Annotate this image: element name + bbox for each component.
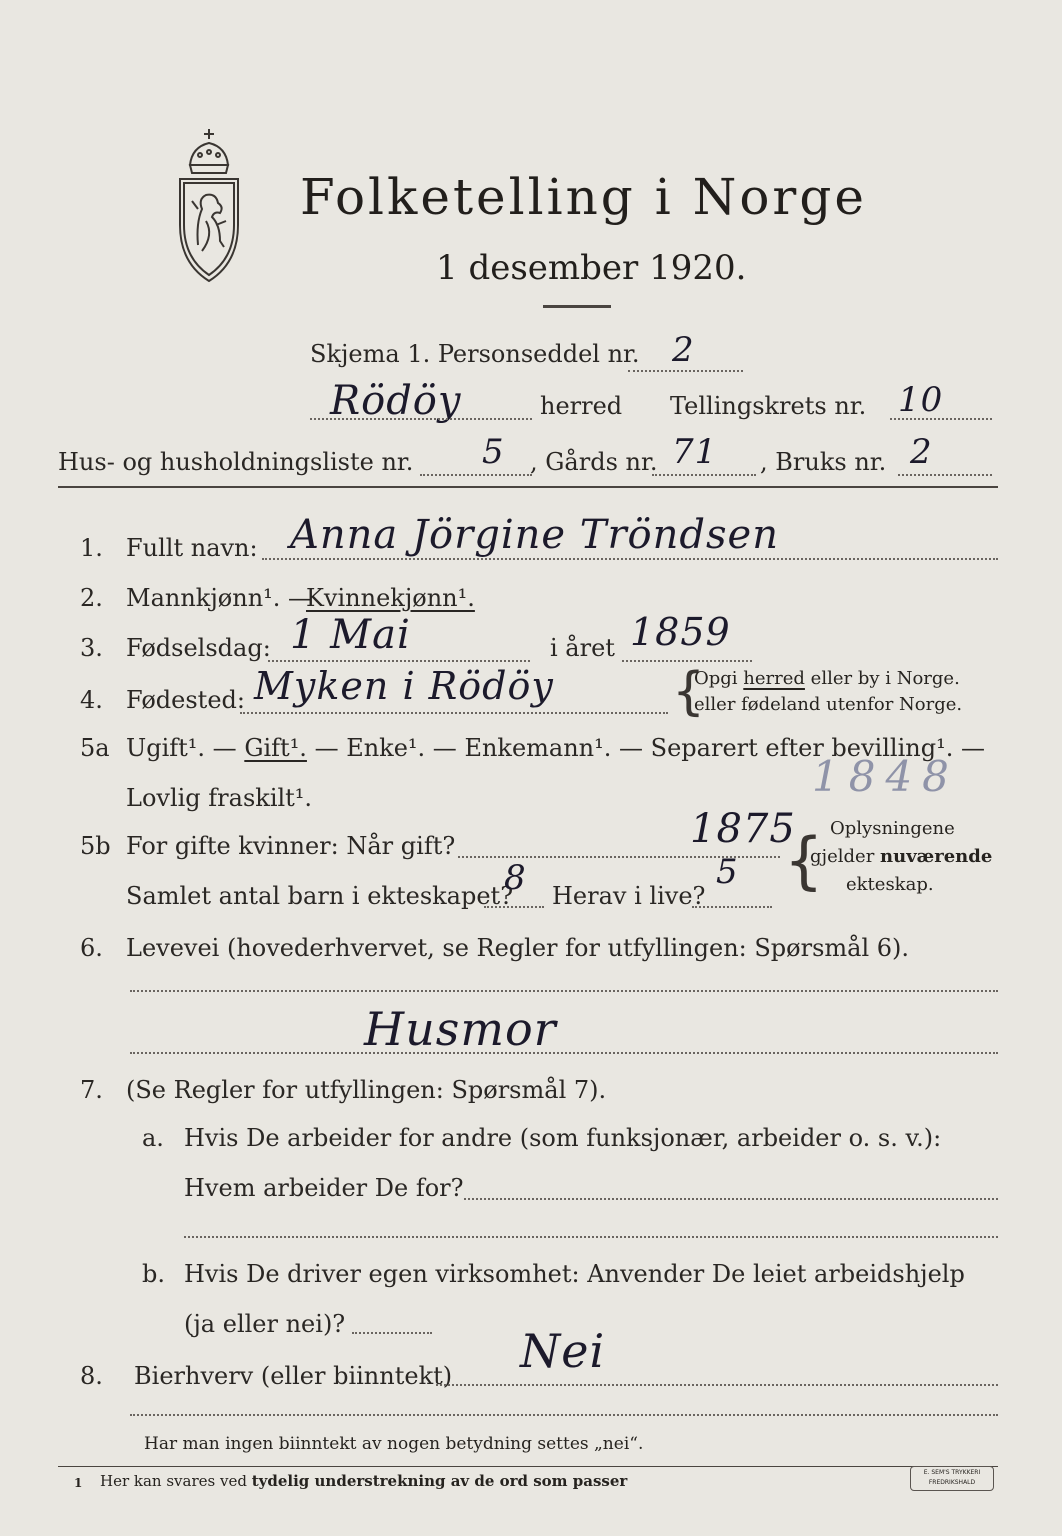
herred-field[interactable]: Rödöy [330,378,462,424]
tellingskrets-label: Tellingskrets nr. [670,392,867,420]
norway-coat-of-arms-icon [172,125,246,285]
footnote-text: Her kan svares ved tydelig understrekning av de ord som passer [100,1472,628,1490]
q1-number: 1. [80,534,103,562]
section-divider [58,486,998,488]
q4-number: 4. [80,686,103,714]
female-option[interactable]: Kvinnekjønn¹. [306,584,475,612]
q7a-letter: a. [142,1124,164,1152]
q6-line2 [130,1052,998,1054]
footnote-number: 1 [74,1476,83,1490]
q5b-note-line2: gjelder nuværende [810,846,993,867]
hired-help-field[interactable] [352,1332,432,1334]
q5b-number: 5b [80,832,111,860]
q7b-text: Hvis De driver egen virksomhet: Anvender De leiet arbeidshjelp [184,1260,965,1288]
year-label: i året [550,634,615,662]
children-field[interactable]: 8 [504,858,527,898]
q4-label: Fødested: [126,686,245,714]
q6-line1 [130,990,998,992]
q7a-question: Hvem arbeider De for? [184,1174,464,1202]
ugift-option[interactable]: Ugift¹. — [126,734,237,762]
q7-number: 7. [80,1076,103,1104]
fraskilt-option[interactable]: Lovlig fraskilt¹. [126,784,313,812]
birthday-line [268,660,530,662]
q4-note-line2: eller fødeland utenfor Norge. [694,694,963,715]
form-date: 1 desember 1920. [436,248,747,288]
herred-line [310,418,532,420]
gards-label: , Gårds nr. [530,448,658,476]
side-income-field[interactable]: Nei [520,1324,606,1378]
bruks-line [898,474,992,476]
q7-label: (Se Regler for utfyllingen: Spørsmål 7). [126,1076,607,1104]
q5b-label: For gifte kvinner: Når gift? [126,832,456,860]
q7a-text: Hvis De arbeider for andre (som funksjonær, arbeider o. s. v.): [184,1124,942,1152]
printer-stamp: E. SEM'S TRYKKERI FREDRIKSHALD [910,1466,994,1491]
q8-line [436,1384,998,1386]
male-option[interactable]: Mannkjønn¹. — [126,584,313,612]
employer-field[interactable] [464,1198,998,1200]
q8-number: 8. [80,1362,103,1390]
birthplace-line [240,712,668,714]
occupation-field[interactable]: Husmor [364,1002,557,1056]
birthplace-field[interactable]: Myken i Rödöy [254,664,554,708]
personseddel-line [628,370,743,372]
q3-number: 3. [80,634,103,662]
children-label: Samlet antal barn i ekteskapet? [126,882,514,910]
husholdningsliste-line [420,474,532,476]
gift-option[interactable]: Gift¹. [244,734,307,762]
q1-label: Fullt navn: [126,534,258,562]
herred-label: herred [540,392,623,420]
q5b-brace: { [784,824,824,897]
personseddel-nr-field[interactable]: 2 [672,330,695,370]
q6-label: Levevei (hovederhvervet, se Regler for utfyllingen: Spørsmål 6). [126,934,910,962]
birthyear-field[interactable]: 1859 [630,610,731,654]
form-title: Folketelling i Norge [300,168,867,226]
q7b-question: (ja eller nei)? [184,1310,346,1338]
birthday-field[interactable]: 1 Mai [290,612,411,658]
full-name-field[interactable]: Anna Jörgine Tröndsen [290,512,779,558]
q6-number: 6. [80,934,103,962]
q7b-letter: b. [142,1260,165,1288]
gards-line [652,474,756,476]
husholdningsliste-label: Hus- og husholdningsliste nr. [58,448,414,476]
other-status-options[interactable]: — Enke¹. — Enkemann¹. — Separert efter bevilling¹. — [314,734,985,762]
q5b-note-line1: Oplysningene [830,818,955,839]
bruks-label: , Bruks nr. [760,448,887,476]
tellingskrets-nr-field[interactable]: 10 [898,380,944,420]
alive-field[interactable]: 5 [716,852,739,892]
q1-line [262,558,998,560]
pencil-year-note: 1848 [812,752,959,801]
gards-nr-field[interactable]: 71 [672,432,718,472]
q2-number: 2. [80,584,103,612]
alive-line [692,906,772,908]
skjema-label: Skjema 1. Personseddel nr. [310,340,640,368]
alive-label: Herav i live? [552,882,706,910]
footer-divider [58,1466,998,1467]
q5b-note-line3: ekteskap. [846,874,934,895]
q8-line2 [130,1414,998,1416]
header-divider [543,305,611,308]
bruks-nr-field[interactable]: 2 [910,432,933,472]
husholdningsliste-nr-field[interactable]: 5 [482,432,505,472]
q4-brace: { [672,662,706,722]
q5a-number: 5a [80,734,110,762]
q4-note-line1: Opgi herred eller by i Norge. [694,668,960,689]
q8-label: Bierhverv (eller biinntekt) [134,1362,453,1390]
q3-label: Fødselsdag: [126,634,271,662]
employer-line2 [184,1236,998,1238]
married-year-field[interactable]: 1875 [690,806,796,852]
footer-note: Har man ingen biinntekt av nogen betydning settes „nei“. [144,1434,644,1454]
children-line [484,906,544,908]
